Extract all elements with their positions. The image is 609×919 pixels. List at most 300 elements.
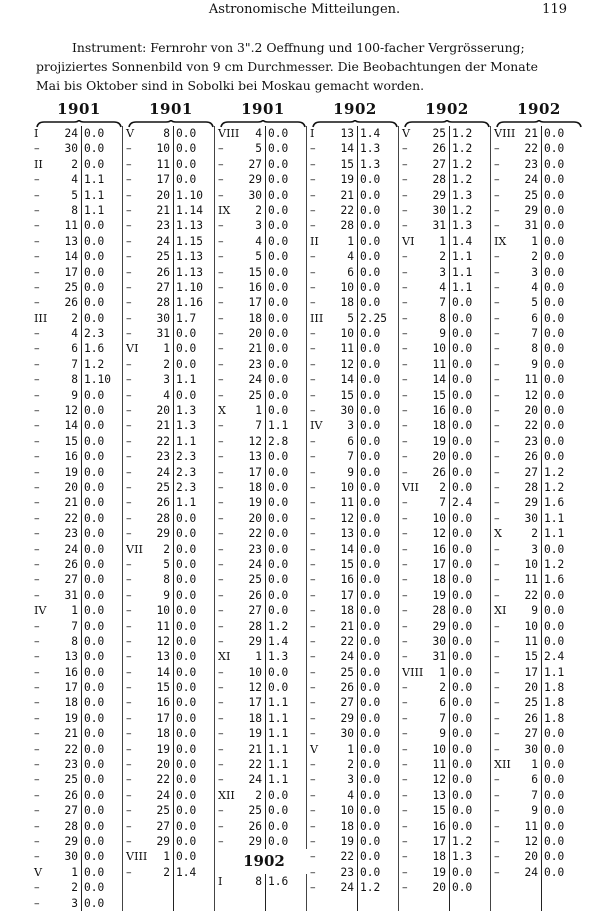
table-row <box>402 757 494 772</box>
day-cell: 13 <box>432 788 446 802</box>
value-cell: 0.0 <box>544 404 565 418</box>
month-cell: – <box>494 142 500 156</box>
table-row <box>34 249 126 264</box>
table-row <box>126 557 218 572</box>
day-cell: 9 <box>439 727 446 741</box>
day-cell: 8 <box>439 311 446 325</box>
day-cell: 20 <box>156 404 170 418</box>
table-row <box>126 572 218 587</box>
month-cell: XI <box>218 650 231 664</box>
value-cell: 1.6 <box>544 573 565 587</box>
month-cell: – <box>34 527 40 541</box>
month-cell: – <box>494 480 500 494</box>
month-cell: – <box>34 727 40 741</box>
month-cell: – <box>126 296 132 310</box>
value-cell: 2.3 <box>84 327 105 341</box>
month-cell: – <box>126 219 132 233</box>
day-cell: 29 <box>64 834 78 848</box>
month-cell: I <box>218 874 223 888</box>
month-cell: – <box>494 327 500 341</box>
table-row <box>310 772 402 787</box>
value-cell: 0.0 <box>360 773 381 787</box>
month-cell: X <box>494 527 502 541</box>
table-row <box>126 357 218 372</box>
value-cell: 1.10 <box>84 373 111 387</box>
day-cell: 20 <box>248 327 262 341</box>
month-cell: – <box>218 711 224 725</box>
table-row <box>494 711 586 726</box>
table-row <box>310 480 402 495</box>
month-cell: – <box>402 327 408 341</box>
day-cell: 21 <box>248 342 262 356</box>
table-row <box>494 465 586 480</box>
table-row <box>310 819 402 834</box>
month-cell: – <box>126 465 132 479</box>
month-cell: – <box>310 203 316 217</box>
day-cell: 18 <box>432 573 446 587</box>
table-row <box>310 311 402 326</box>
day-cell: 27 <box>64 804 78 818</box>
table-row <box>126 465 218 480</box>
day-cell: 7 <box>439 296 446 310</box>
month-cell: – <box>310 388 316 402</box>
table-row <box>310 280 402 295</box>
day-cell: 30 <box>64 142 78 156</box>
value-cell: 0.0 <box>360 634 381 648</box>
day-cell: 12 <box>432 527 446 541</box>
value-cell: 0.0 <box>84 604 105 618</box>
day-cell: 17 <box>524 665 538 679</box>
table-row <box>310 588 402 603</box>
month-cell: IV <box>310 419 323 433</box>
month-cell: – <box>126 265 132 279</box>
day-cell: 2 <box>255 203 262 217</box>
table-row <box>402 388 494 403</box>
table-row <box>310 465 402 480</box>
day-cell: 21 <box>64 727 78 741</box>
table-row <box>494 834 586 849</box>
day-cell: 21 <box>64 496 78 510</box>
table-row <box>218 542 310 557</box>
day-cell: 12 <box>340 511 354 525</box>
table-row <box>218 619 310 634</box>
table-row <box>402 249 494 264</box>
day-cell: 26 <box>524 450 538 464</box>
day-cell: 18 <box>340 296 354 310</box>
table-row <box>402 726 494 741</box>
table-row <box>126 434 218 449</box>
value-cell: 1.1 <box>544 511 565 525</box>
month-cell: – <box>34 850 40 864</box>
cell-divider <box>357 126 358 911</box>
month-cell: – <box>34 557 40 571</box>
table-row <box>494 341 586 356</box>
day-cell: 12 <box>340 357 354 371</box>
day-cell: 2 <box>71 311 78 325</box>
value-cell: 0.0 <box>544 450 565 464</box>
day-cell: 22 <box>64 742 78 756</box>
value-cell: 0.0 <box>268 480 289 494</box>
day-cell: 4 <box>531 280 538 294</box>
day-cell: 8 <box>71 203 78 217</box>
month-cell: – <box>218 834 224 848</box>
value-cell: 0.0 <box>360 604 381 618</box>
month-cell: – <box>218 496 224 510</box>
sub-year-heading: 1902 <box>218 849 310 874</box>
month-cell: VII <box>126 542 143 556</box>
value-cell: 0.0 <box>84 804 105 818</box>
value-cell: 0.0 <box>268 311 289 325</box>
day-cell: 30 <box>524 742 538 756</box>
month-cell: – <box>494 219 500 233</box>
year-heading: 1902 <box>333 100 377 118</box>
value-cell: 1.1 <box>268 727 289 741</box>
day-cell: 24 <box>248 773 262 787</box>
value-cell: 1.6 <box>268 874 289 888</box>
intro-line: Mai bis Oktober sind in Sobolki bei Moskau gemacht worden. <box>36 78 425 93</box>
day-cell: 25 <box>64 280 78 294</box>
table-row <box>402 742 494 757</box>
month-cell: – <box>494 404 500 418</box>
table-row <box>402 326 494 341</box>
month-cell: – <box>402 465 408 479</box>
column-group <box>126 100 216 915</box>
value-cell: 0.0 <box>268 342 289 356</box>
day-cell: 25 <box>156 250 170 264</box>
value-cell: 0.0 <box>84 542 105 556</box>
value-cell: 1.2 <box>452 142 473 156</box>
table-row <box>34 203 126 218</box>
day-cell: 1 <box>439 665 446 679</box>
value-cell: 1.10 <box>176 280 203 294</box>
table-row <box>310 357 402 372</box>
table-row <box>218 874 310 889</box>
day-cell: 20 <box>432 450 446 464</box>
table-row <box>494 480 586 495</box>
row-list <box>494 126 586 880</box>
table-row <box>402 465 494 480</box>
month-cell: – <box>218 758 224 772</box>
table-row <box>310 757 402 772</box>
table-row <box>126 588 218 603</box>
value-cell: 0.0 <box>452 388 473 402</box>
day-cell: 27 <box>248 604 262 618</box>
day-cell: 3 <box>71 896 78 910</box>
value-cell: 0.0 <box>84 588 105 602</box>
month-cell: – <box>218 665 224 679</box>
value-cell: 0.0 <box>176 742 197 756</box>
value-cell: 0.0 <box>268 203 289 217</box>
table-row <box>494 572 586 587</box>
month-cell: – <box>126 573 132 587</box>
intro-line: Instrument: Fernrohr von 3".2 Oeffnung und 100-facher Vergrösserung; <box>72 40 525 55</box>
day-cell: 25 <box>248 388 262 402</box>
day-cell: 26 <box>248 819 262 833</box>
month-cell: – <box>494 696 500 710</box>
table-row <box>310 803 402 818</box>
month-cell: – <box>494 188 500 202</box>
month-cell: – <box>310 650 316 664</box>
month-cell: – <box>402 696 408 710</box>
day-cell: 27 <box>432 157 446 171</box>
month-cell: – <box>126 650 132 664</box>
day-cell: 16 <box>340 573 354 587</box>
month-cell: – <box>402 834 408 848</box>
table-row <box>310 172 402 187</box>
day-cell: 3 <box>531 265 538 279</box>
month-cell: – <box>126 696 132 710</box>
day-cell: 25 <box>524 696 538 710</box>
table-row <box>402 341 494 356</box>
value-cell: 0.0 <box>360 480 381 494</box>
table-row <box>310 619 402 634</box>
day-cell: 29 <box>156 527 170 541</box>
table-row <box>218 557 310 572</box>
month-cell: – <box>218 250 224 264</box>
value-cell: 0.0 <box>268 296 289 310</box>
table-row <box>402 234 494 249</box>
row-list <box>402 126 494 896</box>
table-row <box>126 511 218 526</box>
month-cell: – <box>402 850 408 864</box>
month-cell: – <box>34 804 40 818</box>
table-row <box>218 680 310 695</box>
table-row <box>402 711 494 726</box>
day-cell: 14 <box>340 542 354 556</box>
value-cell: 0.0 <box>360 557 381 571</box>
value-cell: 0.0 <box>544 834 565 848</box>
month-cell: – <box>126 142 132 156</box>
table-row <box>34 680 126 695</box>
day-cell: 4 <box>163 388 170 402</box>
cell-divider <box>173 126 174 911</box>
table-row <box>126 619 218 634</box>
month-cell: – <box>494 511 500 525</box>
value-cell: 0.0 <box>360 696 381 710</box>
value-cell: 0.0 <box>176 327 197 341</box>
day-cell: 14 <box>340 142 354 156</box>
value-cell: 0.0 <box>452 665 473 679</box>
column-group <box>402 100 492 915</box>
month-cell: – <box>402 404 408 418</box>
month-cell: – <box>126 773 132 787</box>
value-cell: 0.0 <box>544 542 565 556</box>
value-cell: 0.0 <box>268 527 289 541</box>
table-row <box>34 649 126 664</box>
day-cell: 7 <box>347 450 354 464</box>
day-cell: 13 <box>156 650 170 664</box>
table-row <box>494 788 586 803</box>
day-cell: 15 <box>432 388 446 402</box>
value-cell: 0.0 <box>452 696 473 710</box>
month-cell: – <box>218 419 224 433</box>
day-cell: 17 <box>64 265 78 279</box>
table-row <box>494 403 586 418</box>
day-cell: 2 <box>531 250 538 264</box>
table-row <box>494 141 586 156</box>
day-cell: 7 <box>71 357 78 371</box>
month-cell: – <box>310 665 316 679</box>
table-row <box>126 265 218 280</box>
table-row <box>218 480 310 495</box>
day-cell: 21 <box>248 742 262 756</box>
month-cell: – <box>402 450 408 464</box>
table-row <box>402 141 494 156</box>
month-cell: – <box>402 804 408 818</box>
table-row <box>494 742 586 757</box>
table-row <box>494 357 586 372</box>
table-row <box>218 495 310 510</box>
table-row <box>402 603 494 618</box>
day-cell: 21 <box>156 203 170 217</box>
month-cell: – <box>402 881 408 895</box>
table-row <box>402 280 494 295</box>
value-cell: 0.0 <box>360 788 381 802</box>
day-cell: 12 <box>248 681 262 695</box>
table-row <box>310 341 402 356</box>
table-row <box>218 757 310 772</box>
month-cell: – <box>310 173 316 187</box>
table-row <box>310 849 402 864</box>
day-cell: 24 <box>524 865 538 879</box>
day-cell: 1 <box>163 850 170 864</box>
day-cell: 24 <box>340 650 354 664</box>
month-cell: – <box>34 188 40 202</box>
month-cell: – <box>126 834 132 848</box>
month-cell: – <box>34 434 40 448</box>
month-cell: VIII <box>494 127 516 140</box>
page-number: 119 <box>542 2 567 17</box>
value-cell: 0.0 <box>360 250 381 264</box>
value-cell: 0.0 <box>268 604 289 618</box>
day-cell: 18 <box>432 850 446 864</box>
day-cell: 21 <box>524 127 538 140</box>
day-cell: 2 <box>163 542 170 556</box>
table-row <box>34 526 126 541</box>
day-cell: 9 <box>531 604 538 618</box>
day-cell: 30 <box>64 850 78 864</box>
table-row <box>402 418 494 433</box>
value-cell: 0.0 <box>544 157 565 171</box>
day-cell: 4 <box>439 280 446 294</box>
day-cell: 24 <box>64 542 78 556</box>
table-row <box>218 357 310 372</box>
day-cell: 14 <box>156 665 170 679</box>
day-cell: 23 <box>340 865 354 879</box>
value-cell: 1.1 <box>176 496 197 510</box>
day-cell: 15 <box>340 557 354 571</box>
table-row <box>310 295 402 310</box>
table-row <box>126 711 218 726</box>
table-row <box>126 188 218 203</box>
table-row <box>34 757 126 772</box>
table-row <box>218 772 310 787</box>
month-cell: – <box>402 419 408 433</box>
day-cell: 30 <box>340 404 354 418</box>
value-cell: 0.0 <box>84 219 105 233</box>
day-cell: 26 <box>432 465 446 479</box>
day-cell: 6 <box>347 265 354 279</box>
day-cell: 3 <box>255 219 262 233</box>
day-cell: 10 <box>432 511 446 525</box>
table-row <box>34 819 126 834</box>
month-cell: XI <box>494 604 507 618</box>
table-row <box>402 849 494 864</box>
day-cell: 1 <box>347 234 354 248</box>
day-cell: 2 <box>71 157 78 171</box>
value-cell: 0.0 <box>84 773 105 787</box>
table-row <box>126 819 218 834</box>
value-cell: 0.0 <box>544 788 565 802</box>
table-row <box>402 449 494 464</box>
month-cell: – <box>34 542 40 556</box>
table-row <box>34 557 126 572</box>
value-cell: 0.0 <box>360 527 381 541</box>
table-row <box>310 203 402 218</box>
table-row <box>402 295 494 310</box>
day-cell: 9 <box>71 388 78 402</box>
value-cell: 0.0 <box>360 388 381 402</box>
month-cell: – <box>126 157 132 171</box>
table-row <box>494 495 586 510</box>
table-row <box>402 542 494 557</box>
table-row <box>402 265 494 280</box>
day-cell: 9 <box>531 804 538 818</box>
day-cell: 27 <box>524 727 538 741</box>
table-row <box>126 388 218 403</box>
day-cell: 19 <box>340 173 354 187</box>
day-cell: 10 <box>156 142 170 156</box>
month-cell: – <box>34 419 40 433</box>
day-cell: 31 <box>156 327 170 341</box>
table-row <box>494 449 586 464</box>
table-row <box>494 418 586 433</box>
value-cell: 0.0 <box>452 434 473 448</box>
month-cell: – <box>34 819 40 833</box>
day-cell: 20 <box>524 404 538 418</box>
day-cell: 10 <box>524 557 538 571</box>
month-cell: – <box>402 742 408 756</box>
table-row <box>310 188 402 203</box>
month-cell: – <box>126 311 132 325</box>
table-row <box>402 557 494 572</box>
running-header: Astronomische Mitteilungen. <box>208 2 401 17</box>
value-cell: 0.0 <box>544 342 565 356</box>
day-cell: 6 <box>347 434 354 448</box>
day-cell: 7 <box>531 788 538 802</box>
value-cell: 0.0 <box>176 788 197 802</box>
table-row <box>402 772 494 787</box>
month-cell: – <box>402 711 408 725</box>
day-cell: 18 <box>432 419 446 433</box>
month-cell: – <box>494 450 500 464</box>
value-cell: 0.0 <box>268 357 289 371</box>
day-cell: 14 <box>64 419 78 433</box>
value-cell: 0.0 <box>84 127 105 140</box>
month-cell: – <box>494 203 500 217</box>
value-cell: 0.0 <box>360 419 381 433</box>
value-cell: 1.1 <box>176 373 197 387</box>
month-cell: – <box>34 881 40 895</box>
month-cell: – <box>402 157 408 171</box>
day-cell: 24 <box>248 373 262 387</box>
table-row <box>218 572 310 587</box>
value-cell: 1.14 <box>176 203 203 217</box>
day-cell: 31 <box>432 650 446 664</box>
month-cell: – <box>402 573 408 587</box>
month-cell: – <box>310 727 316 741</box>
day-cell: 31 <box>64 588 78 602</box>
